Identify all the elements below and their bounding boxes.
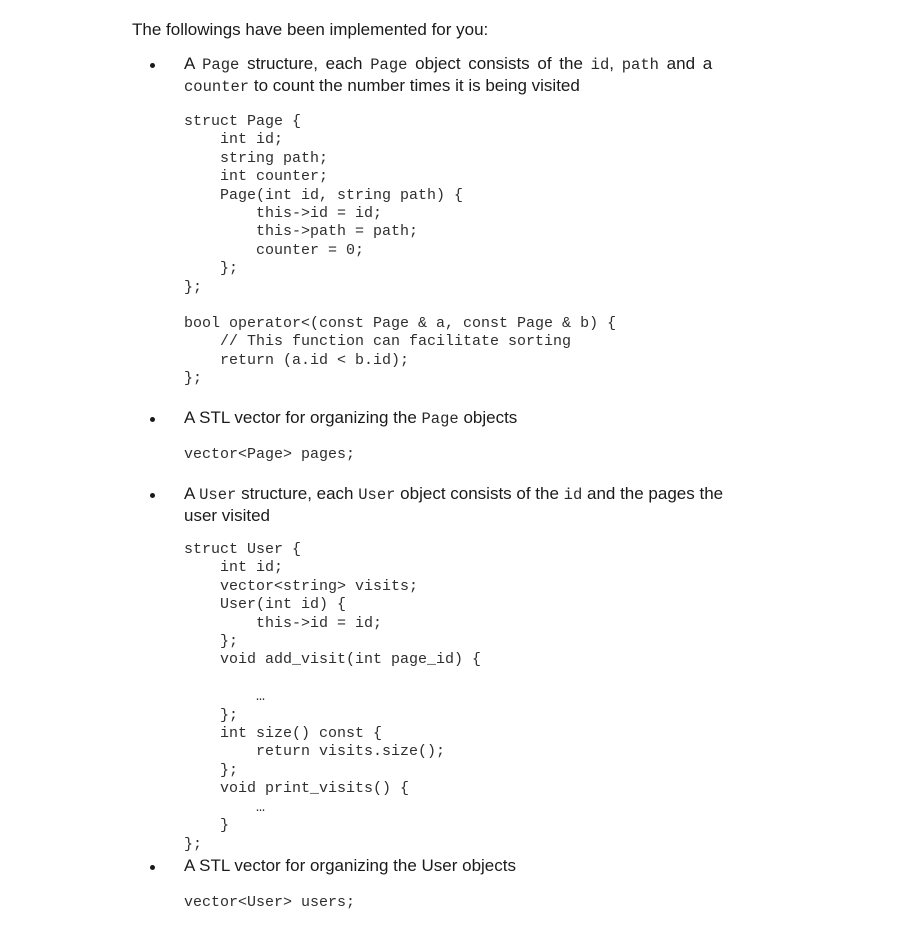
bullet-3-line-1: A User structure, each User object consists of the id and the pages the	[184, 484, 724, 504]
bullet-2-text: A STL vector for organizing the Page objects	[184, 408, 518, 428]
intro-text: The followings have been implemented for you:	[132, 20, 489, 39]
page-struct-code: struct Page { int id; string path; int counter; Page(int id, string path) { this->id = id; this->path = path; counter = 0; }; };	[184, 113, 464, 296]
bullet-4-text: A STL vector for organizing the User objects	[184, 856, 516, 875]
pages-vector-code: vector<Page> pages;	[184, 446, 356, 463]
bullet-marker	[150, 865, 155, 870]
users-vector-code: vector<User> users;	[184, 894, 356, 911]
bullet-1-line-2: counter to count the number times it is being visited	[184, 76, 580, 96]
operator-less-code: bool operator<(const Page & a, const Page & b) { // This function can facilitate sorting return (a.id < b.id); };	[184, 315, 617, 388]
bullet-1-line-1: A Page structure, each Page object consists of the id, path and a	[184, 54, 713, 74]
user-struct-code: struct User { int id; vector<string> visits; User(int id) { this->id = id; }; void add_visit(int page_id) { … }; int size() const { return visits.size(); }; void print_visits() { … } };	[184, 541, 482, 853]
bullet-marker	[150, 493, 155, 498]
bullet-marker	[150, 63, 155, 68]
bullet-marker	[150, 417, 155, 422]
bullet-3-line-2: user visited	[184, 506, 270, 525]
